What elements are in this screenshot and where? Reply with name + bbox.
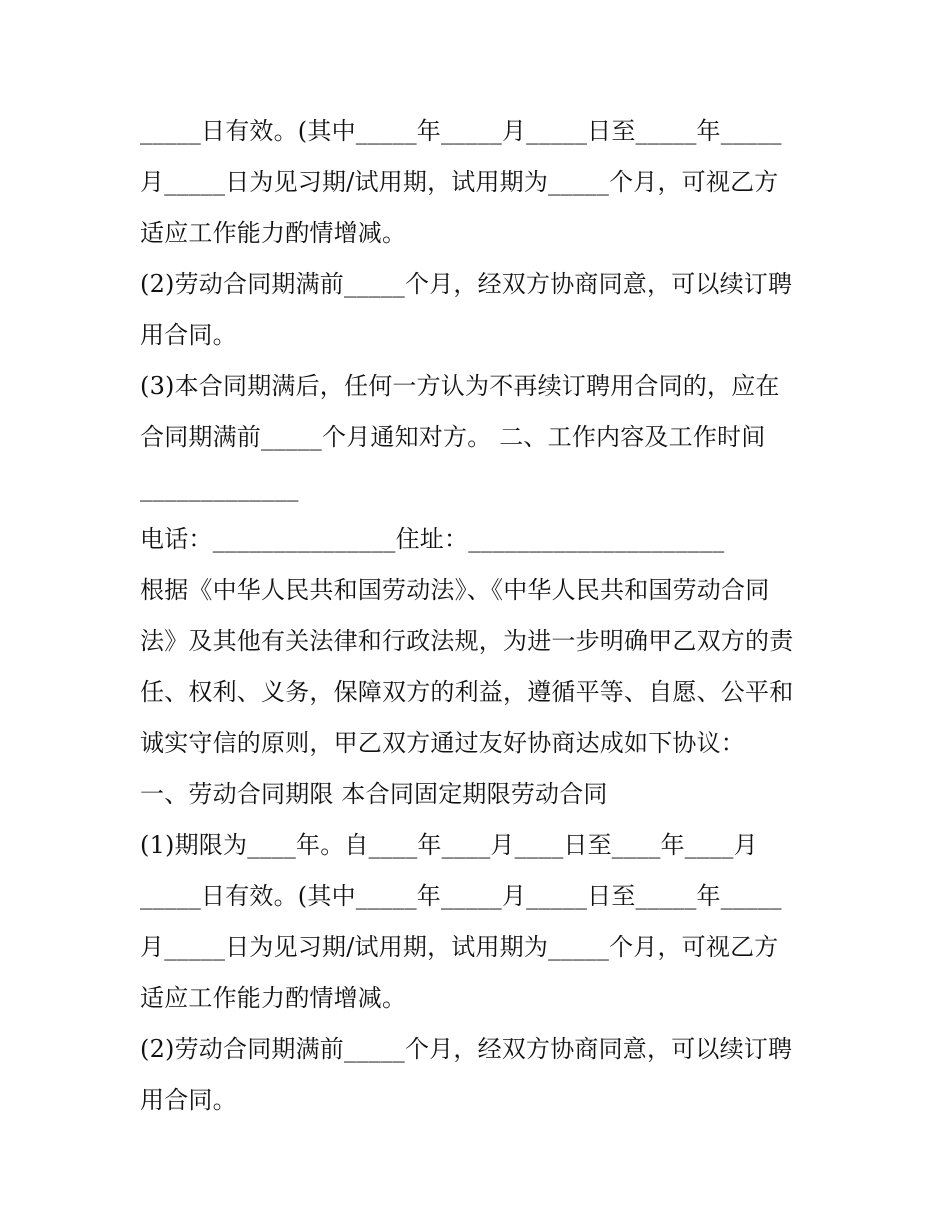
- text-line: 用合同。: [140, 321, 237, 349]
- text-line: 月_____日为见习期/试用期，试用期为_____个月，可视乙方: [140, 168, 779, 196]
- text-line: 月_____日为见习期/试用期，试用期为_____个月，可视乙方: [140, 933, 779, 961]
- text-line: _____日有效。(其中_____年_____月_____日至_____年_____: [140, 882, 782, 910]
- text-line: 用合同。: [140, 1086, 237, 1114]
- text-line: 合同期满前_____个月通知对方。 二、工作内容及工作时间: [140, 423, 766, 451]
- text-line: (3)本合同期满后，任何一方认为不再续订聘用合同的，应在: [140, 372, 780, 400]
- text-line: _____日有效。(其中_____年_____月_____日至_____年_____: [140, 117, 782, 145]
- text-line: (2)劳动合同期满前_____个月，经双方协商同意，可以续订聘: [140, 270, 793, 298]
- document-body: [140, 106, 830, 1126]
- text-line: 诚实守信的原则，甲乙双方通过友好协商达成如下协议：: [140, 729, 745, 757]
- text-line: 任、权利、义务，保障双方的利益，遵循平等、自愿、公平和: [140, 678, 794, 706]
- text-line: 一、劳动合同期限 本合同固定期限劳动合同: [140, 780, 608, 808]
- text-line: (1)期限为____年。自____年____月____日至____年____月: [140, 831, 758, 859]
- text-line: 适应工作能力酌情增减。: [140, 219, 407, 247]
- text-line: 电话：_______________住址：_____________________: [140, 525, 725, 553]
- text-line: _____________: [140, 474, 299, 502]
- text-line: 法》及其他有关法律和行政法规，为进一步明确甲乙双方的责: [140, 627, 794, 655]
- text-line: (2)劳动合同期满前_____个月，经双方协商同意，可以续订聘: [140, 1035, 793, 1063]
- text-line: 根据《中华人民共和国劳动法》、《中华人民共和国劳动合同: [140, 576, 770, 604]
- text-line: 适应工作能力酌情增减。: [140, 984, 407, 1012]
